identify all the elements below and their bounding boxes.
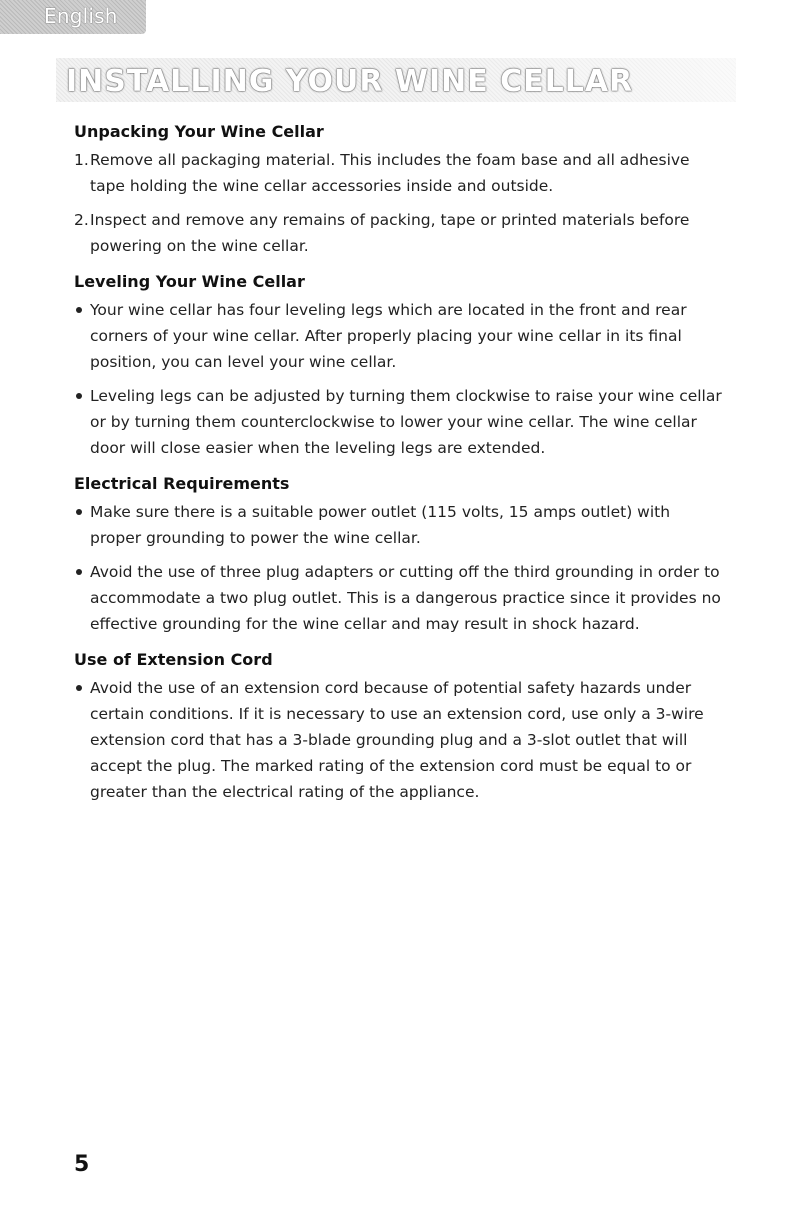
page-number: 5: [74, 1152, 90, 1177]
section-unpacking: [74, 121, 724, 259]
list-item-text: Inspect and remove any remains of packing, tape or printed materials before powering on the wine cellar.: [90, 211, 690, 255]
bullet-icon: [76, 307, 82, 313]
language-label: English: [44, 4, 118, 28]
bullet-list: [74, 675, 724, 805]
bullet-list: [74, 297, 724, 461]
section-extension-cord: [74, 649, 724, 805]
section-heading: Use of Extension Cord: [74, 650, 273, 669]
list-item: [74, 675, 724, 805]
list-item-text: Avoid the use of three plug adapters or cutting off the third grounding in order to accommodate a two plug outlet. This is a dangerous practice since it provides no effective grounding for the wine cellar and may result in shock hazard.: [90, 563, 721, 633]
section-heading: Leveling Your Wine Cellar: [74, 272, 305, 291]
list-item: [74, 207, 724, 259]
list-item-text: Leveling legs can be adjusted by turning them clockwise to raise your wine cellar or by turning them counterclockwise to lower your wine cellar. The wine cellar door will close easier when the leveling legs are extended.: [90, 387, 722, 457]
page-title: INSTALLING YOUR WINE CELLAR: [66, 64, 634, 99]
list-item: [74, 499, 724, 551]
list-item: [74, 559, 724, 637]
bullet-list: [74, 499, 724, 637]
numbered-list: [74, 147, 724, 259]
list-item-text: Avoid the use of an extension cord because of potential safety hazards under certain conditions. If it is necessary to use an extension cord, use only a 3-wire extension cord that has a 3-blade grounding plug and a 3-slot outlet that will accept the plug. The marked rating of the extension cord must be equal to or greater than the electrical rating of the appliance.: [90, 679, 704, 801]
list-number: 2.: [74, 211, 89, 229]
list-item: [74, 383, 724, 461]
bullet-icon: [76, 569, 82, 575]
page-title-band: [56, 58, 736, 102]
list-number: 1.: [74, 151, 89, 169]
list-item-text: Your wine cellar has four leveling legs which are located in the front and rear corners of your wine cellar. After properly placing your wine cellar in its final position, you can level your wine cellar.: [90, 301, 687, 371]
section-heading: Electrical Requirements: [74, 474, 290, 493]
section-heading: Unpacking Your Wine Cellar: [74, 122, 324, 141]
list-item: [74, 147, 724, 199]
section-leveling: [74, 271, 724, 461]
section-electrical: [74, 473, 724, 637]
list-item-text: Make sure there is a suitable power outlet (115 volts, 15 amps outlet) with proper grounding to power the wine cellar.: [90, 503, 671, 547]
list-item: [74, 297, 724, 375]
bullet-icon: [76, 393, 82, 399]
bullet-icon: [76, 685, 82, 691]
list-item-text: Remove all packaging material. This includes the foam base and all adhesive tape holding the wine cellar accessories inside and outside.: [90, 151, 690, 195]
language-tab: [0, 0, 146, 34]
bullet-icon: [76, 509, 82, 515]
main-content: [74, 121, 724, 817]
